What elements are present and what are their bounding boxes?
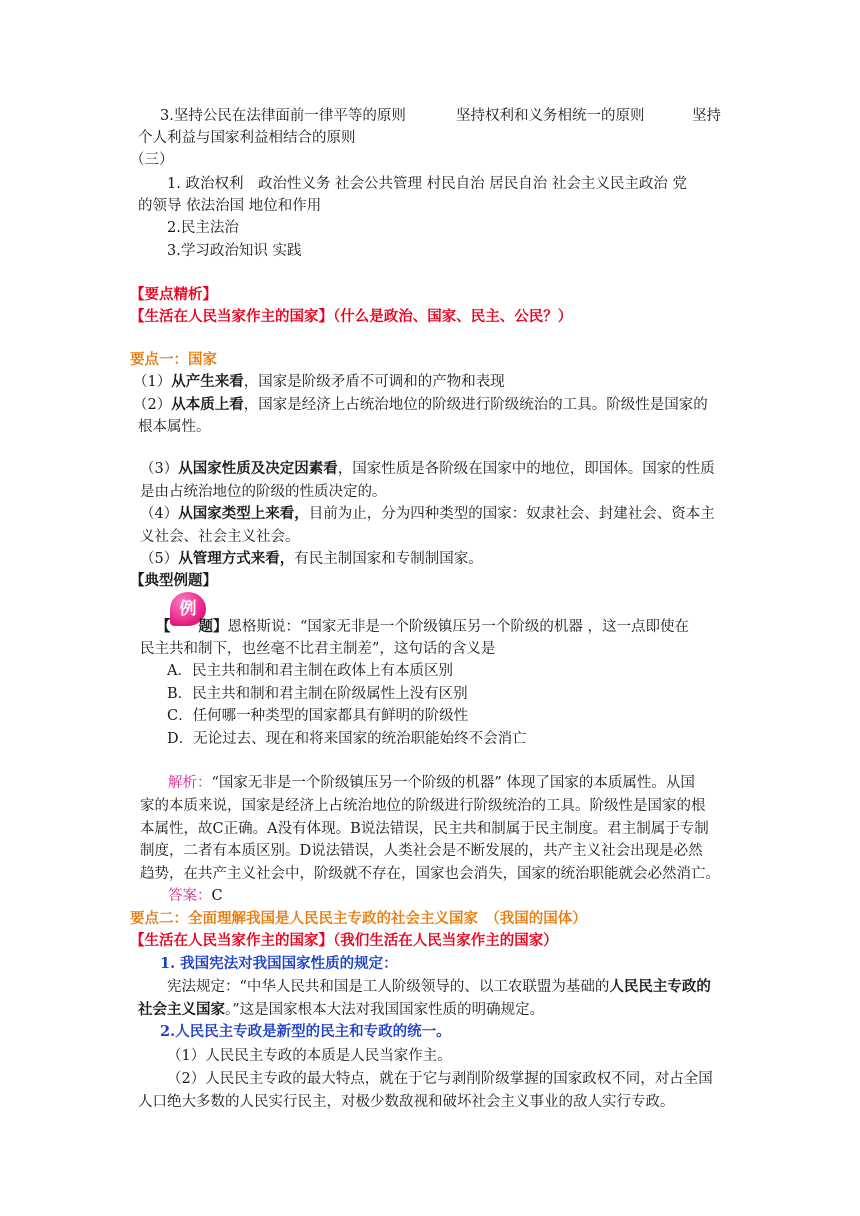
point-1-item-4-line-2: 义社会、社会主义社会。 [140, 529, 300, 545]
principle-line [160, 106, 406, 126]
example-question-line-2: 民主共和制下，也丝毫不比君主制差”，这句话的含义是 [140, 641, 496, 657]
principle-line-2: 个人利益与国家利益相结合的原则 [138, 130, 356, 146]
item-bold: 从产生来看 [171, 373, 244, 390]
point-1-item-3 [140, 459, 715, 479]
principle-equality: 3.坚持公民在法律面前一律平等的原则 [160, 108, 406, 124]
item-rest: ，国家是经济上占统治地位的阶级进行阶级统治的工具。阶级性是国家的 [243, 397, 708, 413]
example-question-text: 恩格斯说：“国家无非是一个阶级镇压另一个阶级的机器 ，这一点即使在 [227, 619, 690, 635]
principle-adhere: 坚持 [692, 108, 721, 124]
point-1-item-2 [133, 395, 708, 415]
explanation-line-4: 制度，二者有本质区别。D说法错误，人类社会是不断发展的，共产主义社会出现是必然 [140, 843, 703, 859]
item-rest: ，国家是阶级矛盾不可调和的产物和表现 [243, 374, 505, 390]
explanation-text: “国家无非是一个阶级镇压另一个阶级的机器” 体现了国家的本质属性。从国 [211, 775, 695, 791]
item-rest: ，国家性质是各阶级在国家中的地位，即国体。国家的性质 [337, 461, 715, 477]
topic-2-heading [130, 931, 558, 951]
explanation-label: 解析： [168, 775, 212, 791]
answer-value: C [211, 888, 223, 904]
option-c: C．任何哪一种类型的国家都具有鲜明的阶级性 [167, 708, 469, 724]
topic-2-bold: 【生活在人民当家作主的国家】 [130, 932, 333, 949]
option-a: A．民主共和制和君主制在政体上有本质区别 [167, 663, 453, 679]
point-2-item-1: （1）人民民主专政的本质是人民当家作主。 [167, 1048, 452, 1064]
explanation-line-5: 趋势，在共产主义社会中，阶级就不存在，国家也会消失，国家的统治职能就会必然消亡。 [140, 866, 720, 882]
item-prefix: （3） [140, 461, 179, 477]
example-badge-icon: 例 [170, 592, 206, 626]
point-1-item-5 [140, 549, 483, 569]
explanation-line-1 [168, 773, 695, 793]
example-bracket: 【 [156, 618, 171, 635]
constitution-line-2 [138, 1000, 544, 1020]
point-2-title: 要点二：全面理解我国是人民民主专政的社会主义国家 （我国的国体） [130, 910, 587, 927]
item-1-line-2: 的领导 依法治国 地位和作用 [138, 198, 322, 214]
point-1-title: 要点一：国家 [130, 351, 217, 368]
topic-1-heading [130, 307, 572, 327]
example-ti: 题】 [198, 618, 228, 635]
topic-2-rest: （我们生活在人民当家作主的国家） [333, 932, 558, 949]
item-bold: 从国家性质及决定因素看 [178, 460, 338, 477]
item-prefix: （2） [133, 397, 172, 413]
item-2: 2.民主法治 [167, 220, 239, 236]
option-d: D．无论过去、现在和将来国家的统治职能始终不会消亡 [167, 731, 527, 747]
principle-rights-duties: 坚持权利和义务相统一的原则 [456, 108, 645, 124]
topic-1-rest: （什么是政治、国家、民主、公民？） [333, 308, 573, 325]
point-1-item-1 [133, 372, 505, 392]
item-1-line-1: 1. 政治权利 政治性义务 社会公共管理 村民自治 居民自治 社会主义民主政治 党 [167, 176, 687, 192]
item-bold: 从本质上看 [171, 396, 244, 413]
constitution-bold-2: 社会主义国家 [138, 1001, 225, 1018]
option-b: B．民主共和制和君主制在阶级属性上没有区别 [167, 686, 468, 702]
topic-1-bold: 【生活在人民当家作主的国家】 [130, 308, 333, 325]
item-rest: 有民主制国家和专制制国家。 [294, 551, 483, 567]
point-1-item-4 [140, 504, 715, 524]
explanation-line-3: 本属性，故C正确。A没有体现。B说法错误，民主共和制属于民主制度。君主制属于专制 [140, 821, 709, 837]
constitution-text: 宪法规定：“中华人民共和国是工人阶级领导的、以工农联盟为基础的 [167, 979, 610, 995]
item-3: 3.学习政治知识 实践 [167, 243, 302, 259]
point-2-item-2-line-1: （2）人民民主专政的最大特点，就在于它与剥削阶级掌握的国家政权不同，对占全国 [167, 1071, 713, 1087]
point-1-item-2-line-2: 根本属性。 [138, 419, 211, 435]
item-bold: 从国家类型上来看， [178, 505, 309, 522]
constitution-line-1 [167, 977, 711, 997]
section-three-label: （三） [130, 152, 174, 168]
item-bold: 从管理方式来看， [178, 550, 295, 567]
answer-label: 答案： [168, 888, 212, 904]
item-prefix: （5） [140, 551, 179, 567]
item-rest: 目前为止，分为四种类型的国家：奴隶社会、封建社会、资本主 [308, 506, 715, 522]
point-1-item-3-line-2: 是由占统治地位的阶级的性质决定的。 [140, 484, 387, 500]
item-prefix: （1） [133, 374, 172, 390]
item-prefix: （4） [140, 506, 179, 522]
subheading-2: 2.人民民主专政是新型的民主和专政的统一。 [160, 1023, 451, 1040]
subheading-1: 1. 我国宪法对我国国家性质的规定： [160, 955, 398, 972]
example-question-line-1 [156, 617, 689, 637]
point-2-item-2-line-2: 人口绝大多数的人民实行民主，对极少数敌视和破坏社会主义事业的敌人实行专政。 [138, 1094, 675, 1110]
example-heading: 【典型例题】 [130, 572, 217, 589]
constitution-rest: 。”这是国家根本大法对我国国家性质的明确规定。 [225, 1002, 545, 1018]
answer-line [168, 886, 223, 906]
analysis-heading: 【要点精析】 [130, 286, 217, 303]
explanation-line-2: 家的本质来说，国家是经济上占统治地位的阶级进行阶级统治的工具。阶级性是国家的根 [140, 798, 706, 814]
constitution-bold-1: 人民民主专政的 [609, 978, 711, 995]
